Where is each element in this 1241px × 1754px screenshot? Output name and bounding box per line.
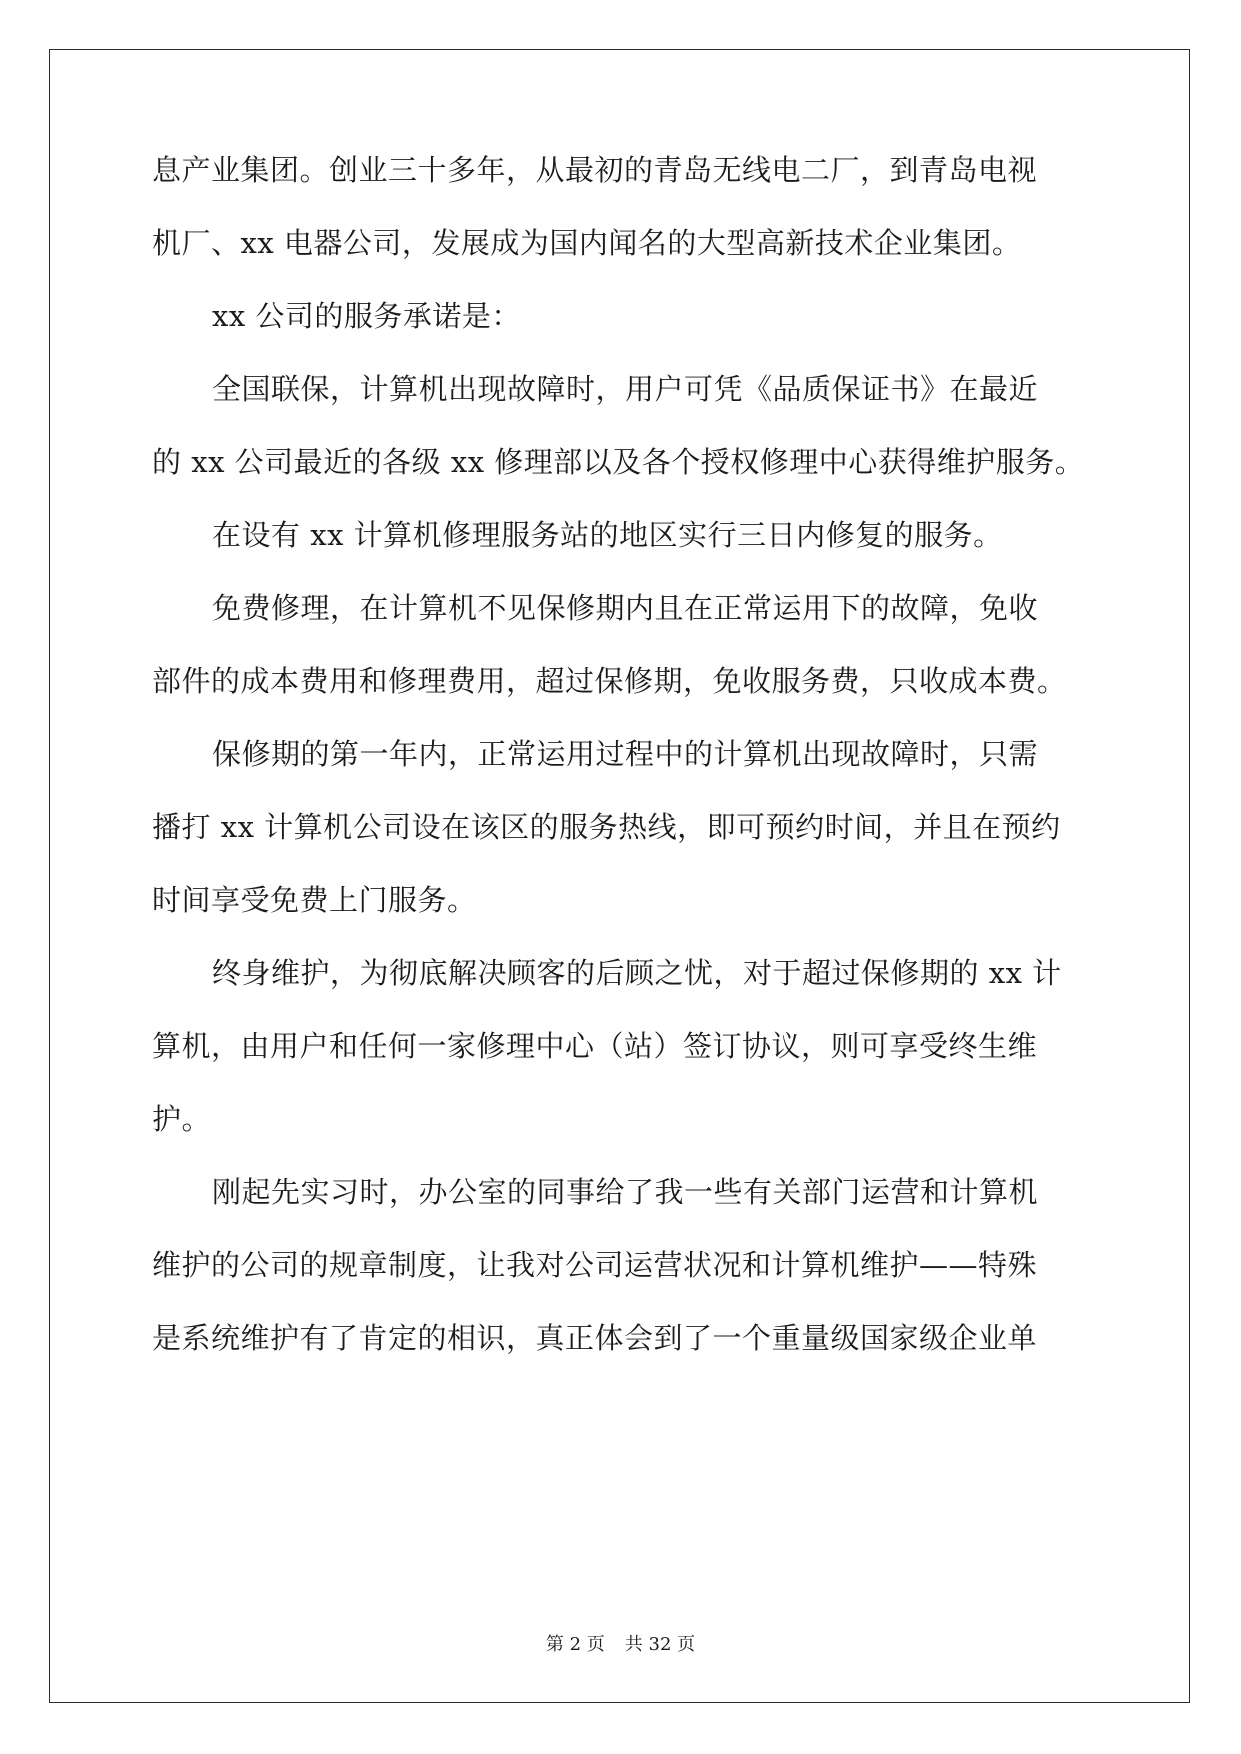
body-line: 息产业集团。创业三十多年，从最初的青岛无线电二厂，到青岛电视	[152, 153, 1038, 187]
page-total: 共 32 页	[624, 1634, 696, 1655]
page-number: 第 2 页	[545, 1634, 605, 1655]
body-line: 全国联保，计算机出现故障时，用户可凭《品质保证书》在最近	[212, 372, 1039, 406]
body-line: 时间享受免费上门服务。	[152, 883, 477, 917]
body-line: 部件的成本费用和修理费用，超过保修期，免收服务费，只收成本费。	[152, 664, 1067, 698]
body-line: 刚起先实习时，办公室的同事给了我一些有关部门运营和计算机	[212, 1175, 1039, 1209]
page-footer	[0, 1633, 1241, 1657]
body-line: 机厂、xx 电器公司，发展成为国内闻名的大型高新技术企业集团。	[152, 226, 1022, 260]
body-line: 是系统维护有了肯定的相识，真正体会到了一个重量级国家级企业单	[152, 1321, 1038, 1355]
body-line: xx 公司的服务承诺是：	[212, 299, 521, 333]
body-line: 的 xx 公司最近的各级 xx 修理部以及各个授权修理中心获得维护服务。	[152, 445, 1085, 479]
body-line: 免费修理，在计算机不见保修期内且在正常运用下的故障，免收	[212, 591, 1039, 625]
body-line: 算机，由用户和任何一家修理中心（站）签订协议，则可享受终生维	[152, 1029, 1038, 1063]
body-line: 保修期的第一年内，正常运用过程中的计算机出现故障时，只需	[212, 737, 1039, 771]
body-line: 维护的公司的规章制度，让我对公司运营状况和计算机维护——特殊	[152, 1248, 1038, 1282]
body-line: 护。	[152, 1102, 212, 1136]
body-line: 在设有 xx 计算机修理服务站的地区实行三日内修复的服务。	[212, 518, 1003, 552]
body-line: 终身维护，为彻底解决顾客的后顾之忧，对于超过保修期的 xx 计	[212, 956, 1062, 990]
body-line: 播打 xx 计算机公司设在该区的服务热线，即可预约时间，并且在预约	[152, 810, 1061, 844]
